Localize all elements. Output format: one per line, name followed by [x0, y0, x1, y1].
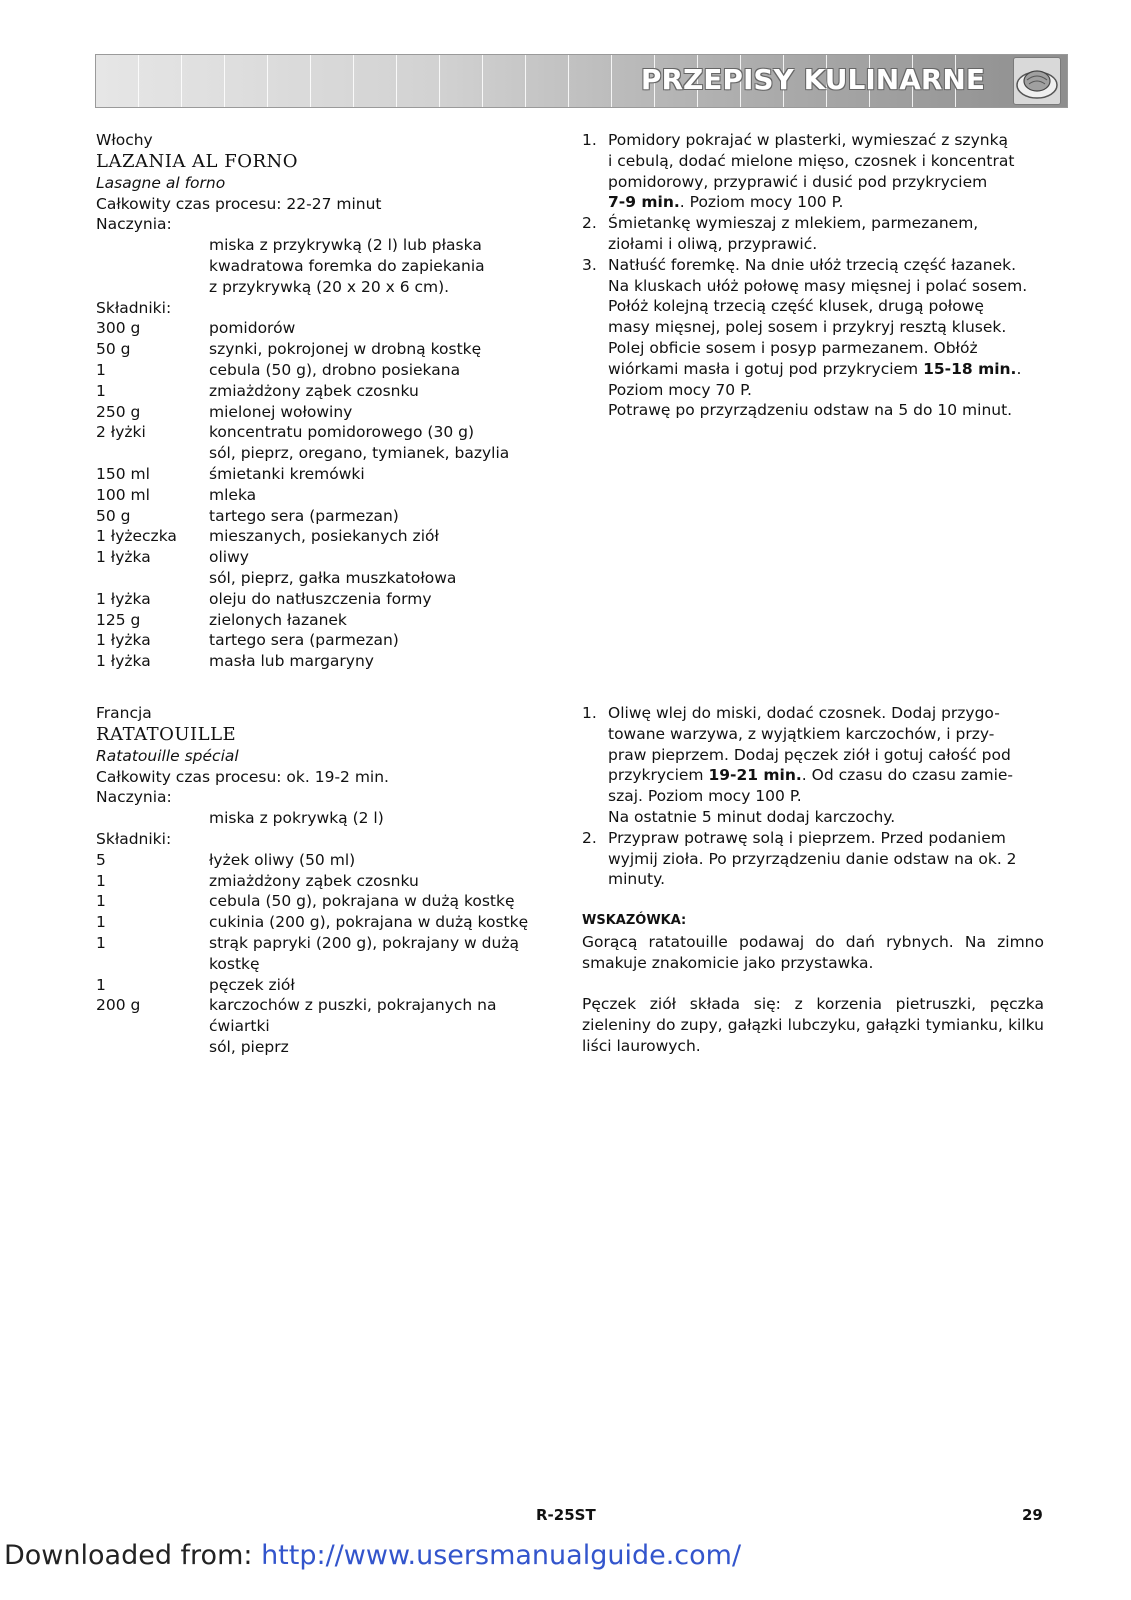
ingredient-qty: 1: [96, 360, 106, 379]
ingredient-name: cebula (50 g), pokrajana w dużą kostkę: [209, 892, 515, 911]
step-number: 1.: [582, 131, 597, 149]
ingredient-name: masła lub margaryny: [209, 652, 374, 671]
step-line: towane warzywa, z wyjątkiem karczochów, i przy-: [608, 724, 995, 743]
ingredient-qty: 1: [96, 892, 106, 911]
header-banner: [95, 54, 1068, 108]
ingredient-qty: [96, 568, 209, 589]
ingredient-row: [96, 568, 546, 589]
ingredient-name: oleju do natłuszczenia formy: [209, 589, 432, 608]
ingredient-qty: 1: [96, 381, 106, 400]
step-line: wiórkami masła i gotuj pod przykryciem 15-18 min..: [608, 359, 1022, 378]
step-item: [582, 255, 1052, 421]
ingredient-name: ćwiartki: [209, 1017, 270, 1036]
download-label: Downloaded from:: [4, 1540, 262, 1571]
recipe1-country: Włochy: [96, 131, 153, 149]
ingredient-qty: 1: [96, 871, 106, 890]
ingredient-name: mieszanych, posiekanych ziół: [209, 527, 439, 546]
ingredient-qty: 125 g: [96, 610, 141, 629]
ingredient-name: sól, pieprz: [209, 1037, 289, 1056]
recipe2-title: RATATOUILLE: [96, 723, 237, 745]
step-line: wyjmij zioła. Po przyrządzeniu danie odstaw na ok. 2: [608, 849, 1017, 868]
ingredient-row: [96, 933, 546, 954]
ingredient-qty: 50 g: [96, 340, 131, 359]
ingredient-row: [96, 610, 546, 631]
ingredient-row: [96, 526, 546, 547]
ingredient-name: szynki, pokrojonej w drobną kostkę: [209, 340, 482, 359]
ingredient-name: łyżek oliwy (50 ml): [209, 850, 356, 869]
step-line: Połóż kolejną trzecią część klusek, drugą połowę: [608, 297, 984, 316]
step-item: [582, 703, 1044, 828]
ingredient-row: [96, 464, 546, 485]
ingredient-qty: 200 g: [96, 996, 141, 1015]
ingredient-name: zmiażdżony ząbek czosnku: [209, 381, 419, 400]
ingredient-row: [96, 975, 546, 996]
download-link[interactable]: http://www.usersmanualguide.com/: [261, 1540, 742, 1571]
recipe1-title: LAZANIA AL FORNO: [96, 150, 299, 172]
ingredient-name: zielonych łazanek: [209, 610, 347, 629]
recipe1-ingredients: [96, 130, 546, 672]
ingredient-name: cebula (50 g), drobno posiekana: [209, 360, 461, 379]
ingredient-row: [96, 318, 546, 339]
ingredient-qty: 100 ml: [96, 485, 150, 504]
step-line: masy mięsnej, polej sosem i przykryj resztą klusek.: [608, 318, 1007, 337]
ingredient-row: [96, 402, 546, 423]
ingredient-name: mleka: [209, 485, 257, 504]
ingredient-qty: 1 łyżka: [96, 631, 151, 650]
step-line: Na kluskach ułóż połowę masy mięsnej i polać sosem.: [608, 276, 1028, 295]
recipe1-ingredient-list: [96, 318, 546, 672]
ingredient-qty: 1 łyżka: [96, 548, 151, 567]
step-line: Polej obficie sosem i posyp parmezanem. Obłóż: [608, 338, 978, 357]
recipe2-ingredients: [96, 703, 546, 1058]
step-line: przykryciem 19-21 min.. Od czasu do czasu zamie-: [608, 766, 1013, 785]
ingredient-qty: 1: [96, 933, 106, 952]
ingredient-row: [96, 443, 546, 464]
recipe1-dish: z przykrywką (20 x 20 x 6 cm).: [209, 277, 450, 296]
ingredient-name: karczochów z puszki, pokrajanych na: [209, 996, 497, 1015]
download-notice: [4, 1540, 741, 1571]
ingredient-qty: [96, 954, 209, 975]
ingredient-qty: 5: [96, 850, 106, 869]
ingredient-row: [96, 381, 546, 402]
step-item: [582, 828, 1044, 890]
ingredient-row: [96, 360, 546, 381]
step-line: 7-9 min.. Poziom mocy 100 P.: [608, 193, 844, 212]
ingredient-row: [96, 891, 546, 912]
page-title: PRZEPISY KULINARNE: [640, 63, 985, 96]
ingredient-name: zmiażdżony ząbek czosnku: [209, 871, 419, 890]
ingredient-qty: 1: [96, 975, 106, 994]
step-line: minuty.: [608, 870, 666, 889]
step-number: 1.: [582, 704, 597, 722]
ingredient-qty: 300 g: [96, 319, 141, 338]
ingredient-name: sól, pieprz, gałka muszkatołowa: [209, 568, 457, 587]
ingredient-row: [96, 1037, 546, 1058]
step-item: [582, 130, 1052, 213]
step-line: Oliwę wlej do miski, dodać czosnek. Dodaj przygo-: [608, 704, 1000, 722]
step-line: Poziom mocy 70 P.: [608, 380, 752, 399]
ingredient-name: śmietanki kremówki: [209, 464, 365, 483]
tip-text: Gorącą ratatouille podawaj do dań rybnych. Na zimno smakuje znakomicie jako przystawka.: [582, 932, 1044, 972]
ingredient-row: [96, 630, 546, 651]
herb-bundle-note: Pęczek ziół składa się: z korzenia pietruszki, pęczka zieleniny do zupy, gałązki lubczyku, gałązki tymianku, kilku liści laurowych.: [582, 995, 1044, 1055]
ingredient-qty: 2 łyżki: [96, 423, 146, 442]
ingredient-name: cukinia (200 g), pokrajana w dużą kostkę: [209, 913, 529, 932]
ingredient-name: mielonej wołowiny: [209, 402, 353, 421]
ingredient-name: sól, pieprz, oregano, tymianek, bazylia: [209, 444, 510, 463]
step-time: 7-9 min.: [608, 193, 680, 212]
step-line: i cebulą, dodać mielone mięso, czosnek i koncentrat: [608, 151, 1015, 170]
step-line: Na ostatnie 5 minut dodaj karczochy.: [608, 807, 896, 826]
ingredient-row: [96, 422, 546, 443]
ingredient-row: [96, 506, 546, 527]
step-line: Śmietankę wymieszaj z mlekiem, parmezanem,: [608, 214, 979, 233]
ingredient-row: [96, 1016, 546, 1037]
ingredient-row: [96, 339, 546, 360]
ingredient-name: pęczek ziół: [209, 975, 295, 994]
model-number: R-25ST: [536, 1506, 596, 1524]
ingredient-qty: 1 łyżka: [96, 589, 151, 608]
step-line: Potrawę po przyrządzeniu odstaw na 5 do 10 minut.: [608, 401, 1013, 420]
step-line: pomidorowy, przyprawić i dusić pod przykryciem: [608, 172, 988, 191]
recipe2-time: Całkowity czas procesu: ok. 19-2 min.: [96, 767, 389, 786]
page-number: 29: [1022, 1506, 1043, 1524]
ingredient-qty: 1 łyżka: [96, 652, 151, 671]
step-line: ziołami i oliwą, przyprawić.: [608, 234, 818, 253]
step-line: szaj. Poziom mocy 100 P.: [608, 787, 802, 806]
ingredient-qty: 250 g: [96, 402, 141, 421]
ingredient-qty: [96, 1037, 209, 1058]
step-item: [582, 213, 1052, 255]
ingredient-qty: 50 g: [96, 506, 131, 525]
ingredient-qty: 1: [96, 913, 106, 932]
ingredient-row: [96, 871, 546, 892]
recipe1-time: Całkowity czas procesu: 22-27 minut: [96, 194, 382, 213]
ingredient-row: [96, 954, 546, 975]
tip-heading: WSKAZÓWKA:: [582, 912, 687, 928]
ingredient-name: strąk papryki (200 g), pokrajany w dużą: [209, 933, 519, 952]
ingredient-name: oliwy: [209, 548, 249, 567]
recipe2-subtitle: Ratatouille spécial: [96, 746, 239, 765]
ingredient-name: pomidorów: [209, 319, 296, 338]
ingredient-qty: [96, 1016, 209, 1037]
recipe2-ingredient-list: [96, 850, 546, 1058]
recipe1-steps: [582, 130, 1052, 421]
ingredient-row: [96, 547, 546, 568]
recipe1-subtitle: Lasagne al forno: [96, 173, 226, 192]
ingredient-name: kostkę: [209, 954, 260, 973]
roast-dish-icon: [1013, 57, 1061, 105]
ingredient-row: [96, 912, 546, 933]
ingredient-row: [96, 651, 546, 672]
recipe2-ingredients-label: Składniki:: [96, 829, 172, 848]
step-line: Przypraw potrawę solą i pieprzem. Przed podaniem: [608, 828, 1006, 847]
recipe1-dish: miska z przykrywką (2 l) lub płaska: [209, 236, 482, 255]
recipe2-dish: miska z pokrywką (2 l): [209, 809, 384, 828]
ingredient-name: koncentratu pomidorowego (30 g): [209, 423, 474, 442]
ingredient-row: [96, 995, 546, 1016]
step-number: 2.: [582, 214, 597, 233]
recipe2-country: Francja: [96, 704, 152, 722]
step-number: 2.: [582, 828, 597, 847]
ingredient-qty: 150 ml: [96, 464, 150, 483]
recipe1-dish: kwadratowa foremka do zapiekania: [209, 256, 485, 275]
ingredient-row: [96, 589, 546, 610]
step-line: Pomidory pokrajać w plasterki, wymieszać z szynką: [608, 131, 1009, 149]
recipe1-ingredients-label: Składniki:: [96, 298, 172, 317]
step-number: 3.: [582, 255, 597, 274]
recipe1-dishes-label: Naczynia:: [96, 215, 172, 234]
ingredient-qty: [96, 443, 209, 464]
ingredient-row: [96, 850, 546, 871]
step-time: 15-18 min.: [923, 359, 1017, 378]
recipe2-dishes-label: Naczynia:: [96, 788, 172, 807]
ingredient-name: tartego sera (parmezan): [209, 506, 399, 525]
ingredient-qty: 1 łyżeczka: [96, 527, 177, 546]
ingredient-row: [96, 485, 546, 506]
step-time: 19-21 min.: [708, 766, 802, 785]
step-line: Natłuść foremkę. Na dnie ułóż trzecią część łazanek.: [608, 255, 1017, 274]
step-line: praw pieprzem. Dodaj pęczek ziół i gotuj całość pod: [608, 745, 1011, 764]
ingredient-name: tartego sera (parmezan): [209, 631, 399, 650]
recipe2-steps: [582, 703, 1044, 1057]
